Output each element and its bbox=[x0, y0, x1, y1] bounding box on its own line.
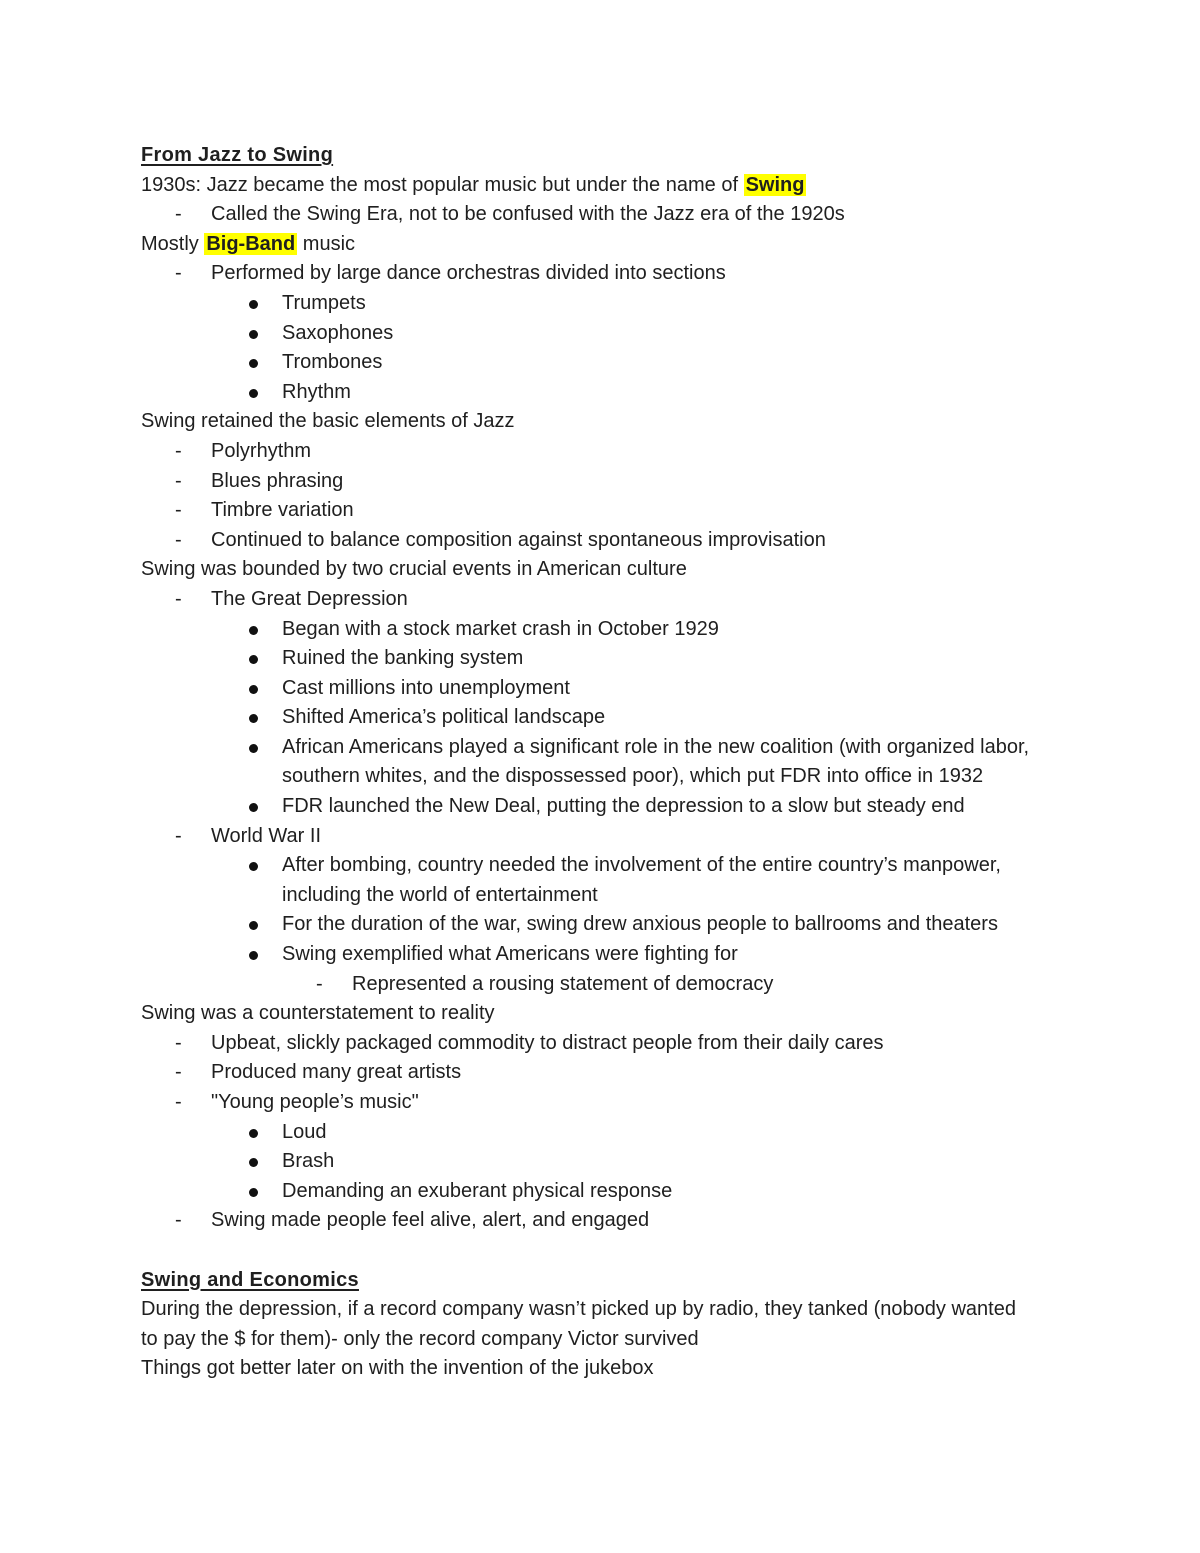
paragraph-text: 1930s: Jazz became the most popular music but under the name of bbox=[141, 173, 744, 196]
dash-marker: - bbox=[175, 262, 182, 285]
section-heading-jazz-to-swing: From Jazz to Swing bbox=[141, 144, 334, 166]
paragraph-big-band: Mostly Big-Band music bbox=[141, 232, 356, 255]
list-item: Swing exemplified what Americans were fighting for bbox=[141, 940, 1071, 970]
bullet-dot-icon bbox=[249, 744, 258, 753]
list-item: For the duration of the war, swing drew anxious people to ballrooms and theaters bbox=[141, 910, 1071, 940]
bullet-dot-icon bbox=[249, 685, 258, 694]
spacer bbox=[141, 1236, 1071, 1266]
list-item: - Produced many great artists bbox=[141, 1058, 1071, 1088]
list-item: Trombones bbox=[141, 348, 1071, 378]
list-item: Brash bbox=[141, 1147, 1071, 1177]
list-item: FDR launched the New Deal, putting the depression to a slow but steady end bbox=[141, 792, 1071, 822]
bullet-dot-icon bbox=[249, 1158, 258, 1167]
list-item: Loud bbox=[141, 1118, 1071, 1148]
dash-marker: - bbox=[175, 469, 182, 492]
dash-marker: - bbox=[316, 972, 323, 995]
paragraph-basic-elements: Swing retained the basic elements of Jazz bbox=[141, 410, 515, 433]
bullet-dot-icon bbox=[249, 655, 258, 664]
list-item: After bombing, country needed the involvement of the entire country’s manpower, including the world of entertainment bbox=[141, 851, 1067, 910]
list-item: Saxophones bbox=[141, 319, 1071, 349]
section-heading-swing-economics: Swing and Economics bbox=[141, 1268, 359, 1291]
dash-marker: - bbox=[175, 499, 182, 522]
list-item: - Timbre variation bbox=[141, 496, 1071, 526]
bullet-dot-icon bbox=[249, 359, 258, 368]
paragraph-jukebox: Things got better later on with the invention of the jukebox bbox=[141, 1357, 654, 1380]
paragraph-crucial-events: Swing was bounded by two crucial events in American culture bbox=[141, 558, 687, 581]
bullet-dot-icon bbox=[249, 862, 258, 871]
bullet-dot-icon bbox=[249, 626, 258, 635]
dash-marker: - bbox=[175, 1091, 182, 1113]
list-item: Cast millions into unemployment bbox=[141, 674, 1071, 704]
list-item: - Called the Swing Era, not to be confused with the Jazz era of the 1920s bbox=[141, 200, 1071, 230]
bullet-dot-icon bbox=[249, 951, 258, 960]
bullet-dot-icon bbox=[249, 921, 258, 930]
list-item: - Continued to balance composition against spontaneous improvisation bbox=[141, 526, 1071, 556]
paragraph-counterstatement: Swing was a counterstatement to reality bbox=[141, 1002, 495, 1025]
dash-marker: - bbox=[175, 203, 182, 226]
bullet-dot-icon bbox=[249, 1188, 258, 1197]
bullet-dot-icon bbox=[249, 714, 258, 723]
list-item: - World War II bbox=[141, 822, 1071, 852]
list-item: Trumpets bbox=[141, 289, 1071, 319]
bullet-dot-icon bbox=[249, 1129, 258, 1138]
bullet-dot-icon bbox=[249, 389, 258, 398]
highlight-swing: Swing bbox=[745, 173, 805, 196]
paragraph-depression-records: During the depression, if a record company wasn’t picked up by radio, they tanked (nobody wanted to pay the $ for them)- only the record company Victor survived bbox=[141, 1298, 1016, 1350]
list-item: Ruined the banking system bbox=[141, 644, 1071, 674]
bullet-dot-icon bbox=[249, 330, 258, 339]
list-item: Shifted America’s political landscape bbox=[141, 703, 1071, 733]
list-item: Demanding an exuberant physical response bbox=[141, 1177, 1071, 1207]
list-item: - The Great Depression bbox=[141, 585, 1071, 615]
list-item: Began with a stock market crash in October 1929 bbox=[141, 615, 1071, 645]
list-item: - Polyrhythm bbox=[141, 437, 1071, 467]
list-item: - Represented a rousing statement of democracy bbox=[141, 970, 1071, 1000]
bullet-dot-icon bbox=[249, 803, 258, 812]
list-item: African Americans played a significant role in the new coalition (with organized labor, southern whites, and the dispossessed poor), which put FDR into office in 1932 bbox=[141, 733, 1052, 792]
dash-marker: - bbox=[175, 824, 182, 847]
bullet-dot-icon bbox=[249, 300, 258, 309]
dash-marker: - bbox=[175, 1031, 182, 1054]
dash-marker: - bbox=[175, 528, 182, 551]
list-item: Rhythm bbox=[141, 378, 1071, 408]
dash-marker: - bbox=[175, 1061, 182, 1084]
list-item: - Upbeat, slickly packaged commodity to distract people from their daily cares bbox=[141, 1029, 1071, 1059]
highlight-big-band: Big-Band bbox=[206, 232, 296, 255]
document-page bbox=[141, 141, 1071, 1384]
list-item: - Swing made people feel alive, alert, and engaged bbox=[141, 1206, 1071, 1236]
dash-marker: - bbox=[175, 439, 182, 462]
list-item: - "Young people’s music" bbox=[141, 1088, 1071, 1118]
list-item: - Blues phrasing bbox=[141, 467, 1071, 497]
dash-marker: - bbox=[175, 587, 182, 610]
paragraph-1930s bbox=[141, 171, 1071, 201]
list-item: - Performed by large dance orchestras divided into sections bbox=[141, 259, 1071, 289]
dash-marker: - bbox=[175, 1209, 182, 1232]
